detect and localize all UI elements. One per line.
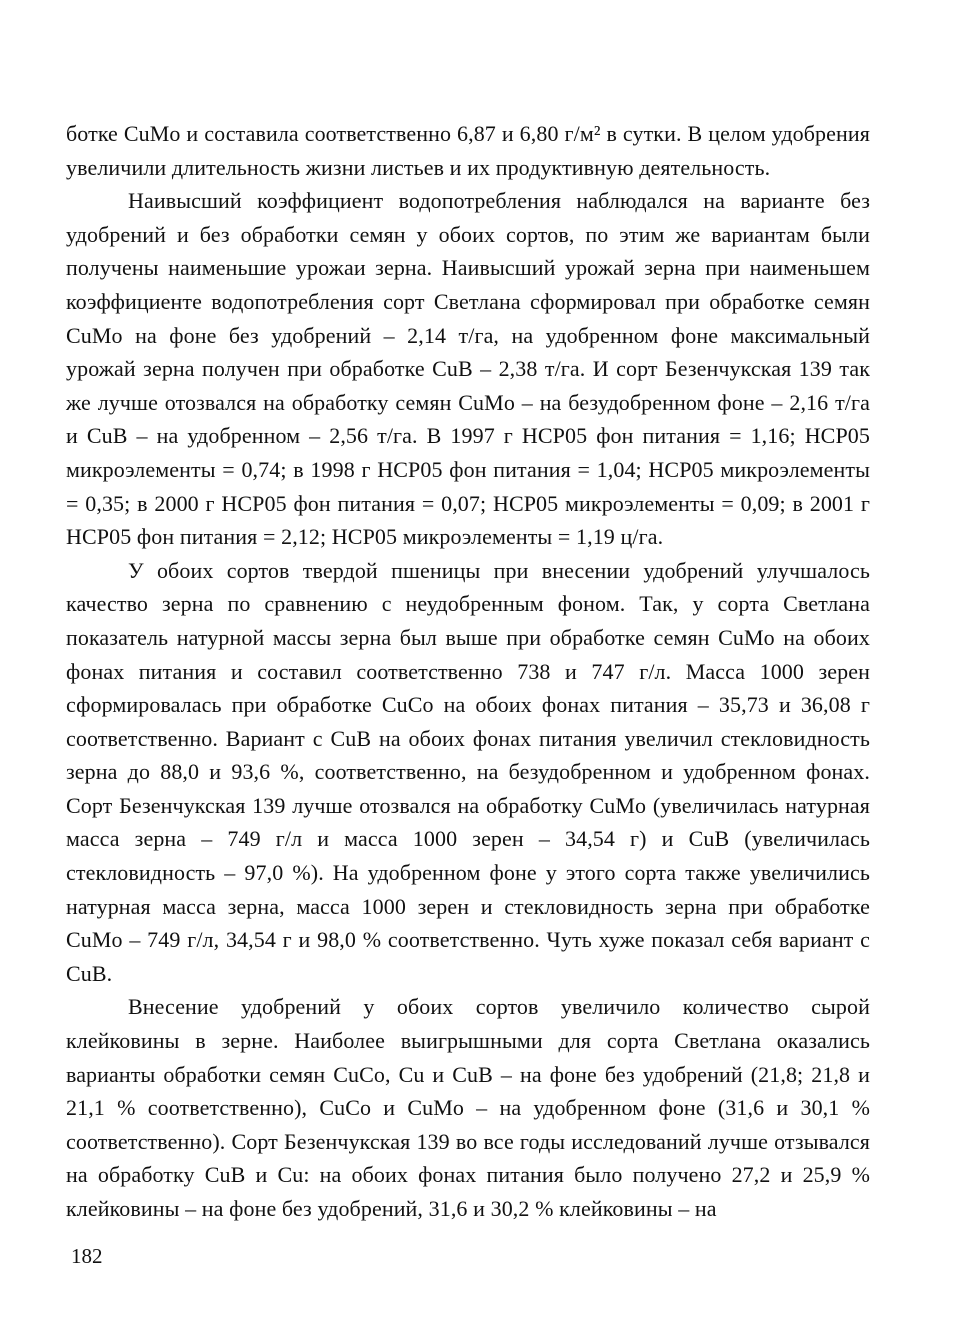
- paragraph-1: ботке CuMo и составила соответственно 6,87 и 6,80 г/м² в сутки. В целом удобрения увеличили длительность жизни листьев и их продуктивную деятельность.: [66, 121, 870, 180]
- paragraph-2: Наивысший коэффициент водопотребления наблюдался на варианте без удобрений и без обработки семян у обоих сортов, по этим же вариантам были получены наименьшие урожаи зерна. Наивысший урожай зерна при наименьшем коэффициенте водопотребления сорт Светлана сформировал при обработке семян CuMo на фоне без удобрений – 2,14 т/га, на удобренном фоне максимальный урожай зерна получен при обработке CuB – 2,38 т/га. И сорт Безенчукская 139 так же лучше отозвался на обработку семян CuMo – на безудобренном фоне – 2,16 т/га и CuB – на удобренном – 2,56 т/га. В 1997 г НСР05 фон питания = 1,16; НСР05 микроэлементы = 0,74; в 1998 г НСР05 фон питания = 1,04; НСР05 микроэлементы = 0,35; в 2000 г НСР05 фон питания = 0,07; НСР05 микроэлементы = 0,09; в 2001 г НСР05 фон питания = 2,12; НСР05 микроэлементы = 1,19 ц/га.: [66, 188, 870, 550]
- body-text: [66, 117, 870, 1226]
- paragraph-3: У обоих сортов твердой пшеницы при внесении удобрений улучшалось качество зерна по сравнению с неудобренным фоном. Так, у сорта Светлана показатель натурной массы зерна был выше при обработке семян CuMo на обоих фонах питания и составил соответственно 738 и 747 г/л. Масса 1000 зерен сформировалась при обработке CuCo на обоих фонах питания – 35,73 и 36,08 г соответственно. Вариант с CuB на обоих фонах питания увеличил стекловидность зерна до 88,0 и 93,6 %, соответственно, на безудобренном и удобренном фонах. Сорт Безенчукская 139 лучше отозвался на обработку CuMo (увеличилась натурная масса зерна – 749 г/л и масса 1000 зерен – 34,54 г) и CuB (увеличилась стекловидность – 97,0 %). На удобренном фоне у этого сорта также увеличились натурная масса зерна, масса 1000 зерен и стекловидность зерна при обработке CuMo – 749 г/л, 34,54 г и 98,0 % соответственно. Чуть хуже показал себя вариант с CuB.: [66, 557, 870, 986]
- page-number: 182: [71, 1244, 103, 1268]
- paragraph-4: Внесение удобрений у обоих сортов увеличило количество сырой клейковины в зерне. Наиболее выигрышными для сорта Светлана оказались варианты обработки семян CuCo, Cu и CuB – на фоне без удобрений (21,8; 21,8 и 21,1 % соответственно), CuCo и CuMo – на удобренном фоне (31,6 и 30,1 % соответственно). Сорт Безенчукская 139 во все годы исследований лучше отзывался на обработку CuB и Cu: на обоих фонах питания было получено 27,2 и 25,9 % клейковины – на фоне без удобрений, 31,6 и 30,2 % клейковины – на: [66, 994, 870, 1221]
